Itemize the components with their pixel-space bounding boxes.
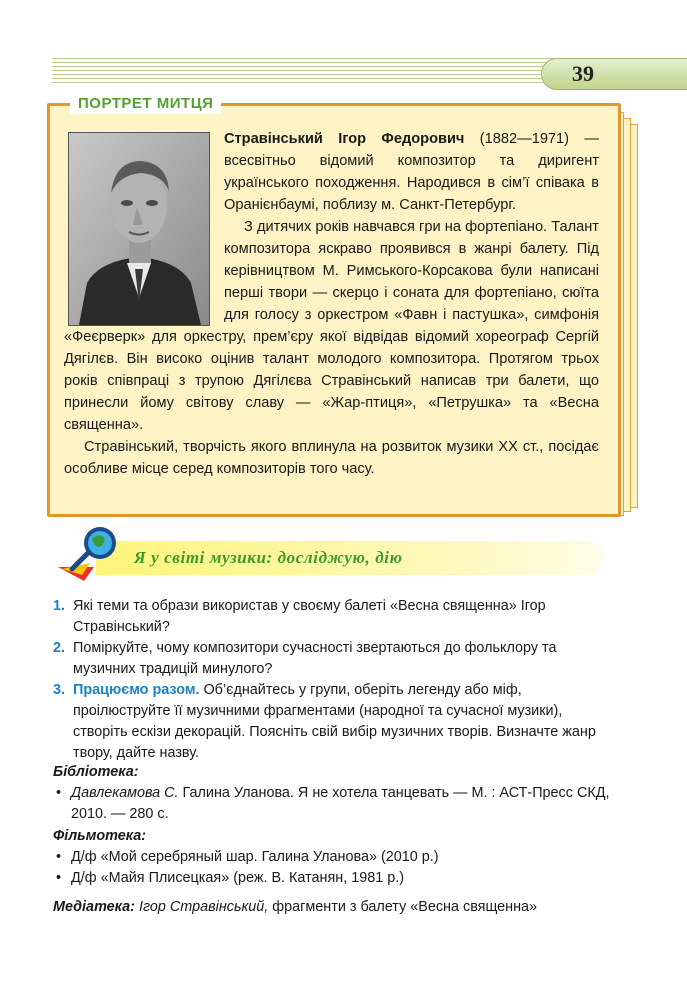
library-section [53, 762, 613, 825]
library-heading: Бібліотека: [53, 764, 139, 780]
media-author: Ігор Стравінський, [134, 899, 269, 915]
media-section: Медіатека: Ігор Стравінський, фрагменти з балету «Весна священна» [53, 899, 538, 915]
question-item: 3. Працюємо разом. Об’єднайтесь у групи, оберіть легенду або міф, проілюструйте її музичними фрагментами (народної та сучасної музики), створіть ескізи декорацій. Поясніть свій вибір музичних творів. Визначте жанр твору, дайте назву. [53, 682, 596, 761]
section-title: Я у світі музики: досліджую, дію [134, 548, 403, 567]
question-item: 2. Поміркуйте, чому композитори сучасності звертаються до фольклору та музичних традицій минулого? [53, 640, 557, 677]
biography-text [64, 128, 599, 480]
page-edge [624, 118, 631, 512]
library-item: • Давлекамова С. Галина Уланова. Я не хотела танцевать — М. : АСТ-Пресс СКД, 2010. — 280 с. [53, 783, 613, 825]
film-item: • Д/ф «Мой серебряный шар. Галина Уланова» (2010 р.) [53, 847, 613, 868]
composer-name: Стравінський Ігор Федорович [224, 131, 465, 147]
group-work-label: Працюємо разом. [73, 682, 200, 698]
media-heading: Медіатека: [53, 899, 135, 915]
bio-paragraph-1: Стравінський Ігор Федорович (1882—1971) — всесвітньо відомий композитор та диригент українського походження. Народився в сім’ї співака в Оранієнбаумі, поблизу м. Санкт-Петербург. [224, 131, 599, 213]
question-list [53, 596, 611, 764]
page-edge [631, 124, 638, 508]
header-stripes [52, 58, 612, 84]
filmography-section [53, 826, 613, 889]
portrait-box-title: ПОРТРЕТ МИТЦЯ [70, 94, 221, 114]
page-number-tab [541, 58, 687, 90]
page-number: 39 [572, 61, 594, 86]
magnifier-globe-icon [54, 523, 124, 585]
question-item: 1. Які теми та образи використав у своєму балеті «Весна священна» Ігор Стравінський? [53, 598, 546, 635]
bio-paragraph-2: З дитячих років навчався гри на фортепіано. Талант композитора яскраво проявився в жанрі балету. Під керівництвом М. Римського-Корсакова були написані перші твори — скерцо і соната для фортепіано, сюїта для голосу з оркестром «Фавн і пастушка», симфонія «Феєрверк» для оркестру, прем’єру якої відвідав відомий хореограф Сергій Дягілєв. Він високо оцінив талант молодого композитора. Протягом трьох років співпраці з трупою Дягілєва Стравінський написав три балети, що принесли йому світову славу — «Жар-птиця», «Петрушка» та «Весна священна». [64, 219, 599, 433]
film-item: • Д/ф «Майя Плисецкая» (реж. В. Катанян, 1981 р.) [53, 868, 613, 889]
filmography-heading: Фільмотека: [53, 828, 147, 844]
bio-paragraph-3: Стравінський, творчість якого вплинула на розвиток музики XX ст., посідає особливе місце серед композиторів того часу. [64, 439, 599, 477]
